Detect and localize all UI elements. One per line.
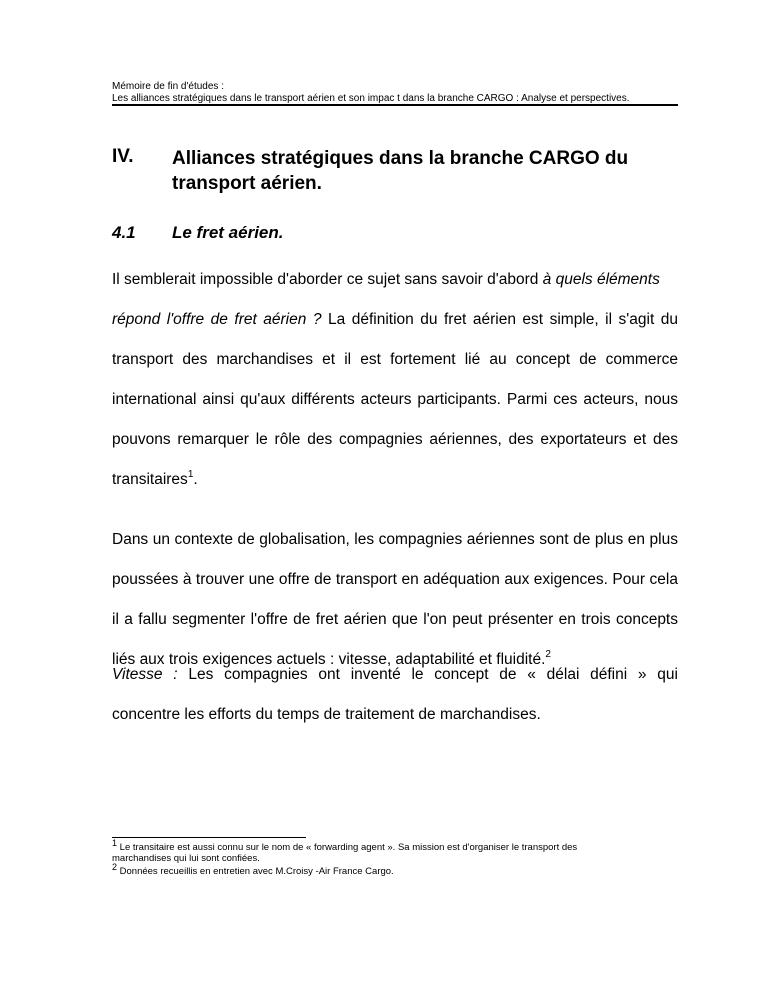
footnote-separator: [112, 837, 306, 838]
footnote-number: 1: [112, 838, 118, 848]
paragraph-line: international ainsi qu'aux différents acteurs participants. Parmi ces acteurs, nous: [112, 391, 678, 408]
paragraph-line: [112, 655, 678, 695]
running-header: [112, 81, 678, 105]
footnote-line: [112, 862, 678, 877]
paragraph-vitesse: [112, 655, 678, 735]
paragraph-line: [112, 260, 678, 300]
section-number: 4.1: [112, 223, 136, 242]
footnote-1: [112, 838, 678, 864]
italic-question-end: répond l'offre de fret aérien ?: [112, 311, 322, 328]
italic-term-vitesse: Vitesse :: [112, 666, 178, 683]
text-run: liés aux trois exigences actuels : vitesse, adaptabilité et fluidité.: [112, 651, 546, 668]
footnote-text: Le transitaire est aussi connu sur le nom de « forwarding agent ». Sa mission est d'organiser le transport des: [117, 842, 578, 853]
text-run: Il semblerait impossible d'aborder ce sujet sans savoir d'abord: [112, 271, 543, 288]
text-run: transitaires: [112, 471, 188, 488]
paragraph-line: poussées à trouver une offre de transport en adéquation aux exigences. Pour cela: [112, 571, 678, 588]
text-run: Les compagnies ont inventé le concept de « délai défini » qui: [177, 666, 678, 683]
text-run: .: [193, 471, 198, 488]
paragraph-line: il a fallu segmenter l'offre de fret aérien que l'on peut présenter en trois concepts: [112, 611, 678, 628]
paragraph-line: transport des marchandises et il est fortement lié au concept de commerce: [112, 351, 678, 368]
paragraph-line: [112, 460, 678, 500]
chapter-title: [172, 146, 732, 196]
footnote-text: Données recueillis en entretien avec M.Croisy -Air France Cargo.: [117, 866, 394, 877]
italic-question-start: à quels éléments: [542, 271, 660, 288]
footnote-line: marchandises qui lui sont confiées.: [112, 853, 260, 864]
chapter-title-line-1: Alliances stratégiques dans la branche CARGO du: [172, 148, 629, 169]
header-line-2: Les alliances stratégiques dans le transport aérien et son impac t dans la branche CARGO : Analyse et perspectives.: [112, 93, 630, 104]
footnote-line: [112, 838, 678, 853]
paragraph-line: pouvons remarquer le rôle des compagnies aériennes, des exportateurs et des: [112, 431, 678, 448]
header-line-1: Mémoire de fin d'études :: [112, 81, 224, 92]
paragraph-line: concentre les efforts du temps de traitement de marchandises.: [112, 706, 541, 723]
footnote-reference-2[interactable]: 2: [545, 649, 551, 660]
header-rule: [112, 104, 678, 106]
section-title: Le fret aérien.: [172, 223, 284, 242]
text-run: La définition du fret aérien est simple, il s'agit du: [321, 311, 678, 328]
chapter-number: IV.: [112, 146, 134, 167]
footnote-2: [112, 862, 678, 877]
paragraph-line: Dans un contexte de globalisation, les compagnies aériennes sont de plus en plus: [112, 531, 678, 548]
chapter-title-line-2: transport aérien.: [172, 173, 322, 194]
footnote-number: 2: [112, 862, 118, 872]
paragraph-intro: [112, 260, 678, 500]
paragraph-line: [112, 300, 678, 340]
footnote-reference-1[interactable]: 1: [187, 469, 194, 480]
